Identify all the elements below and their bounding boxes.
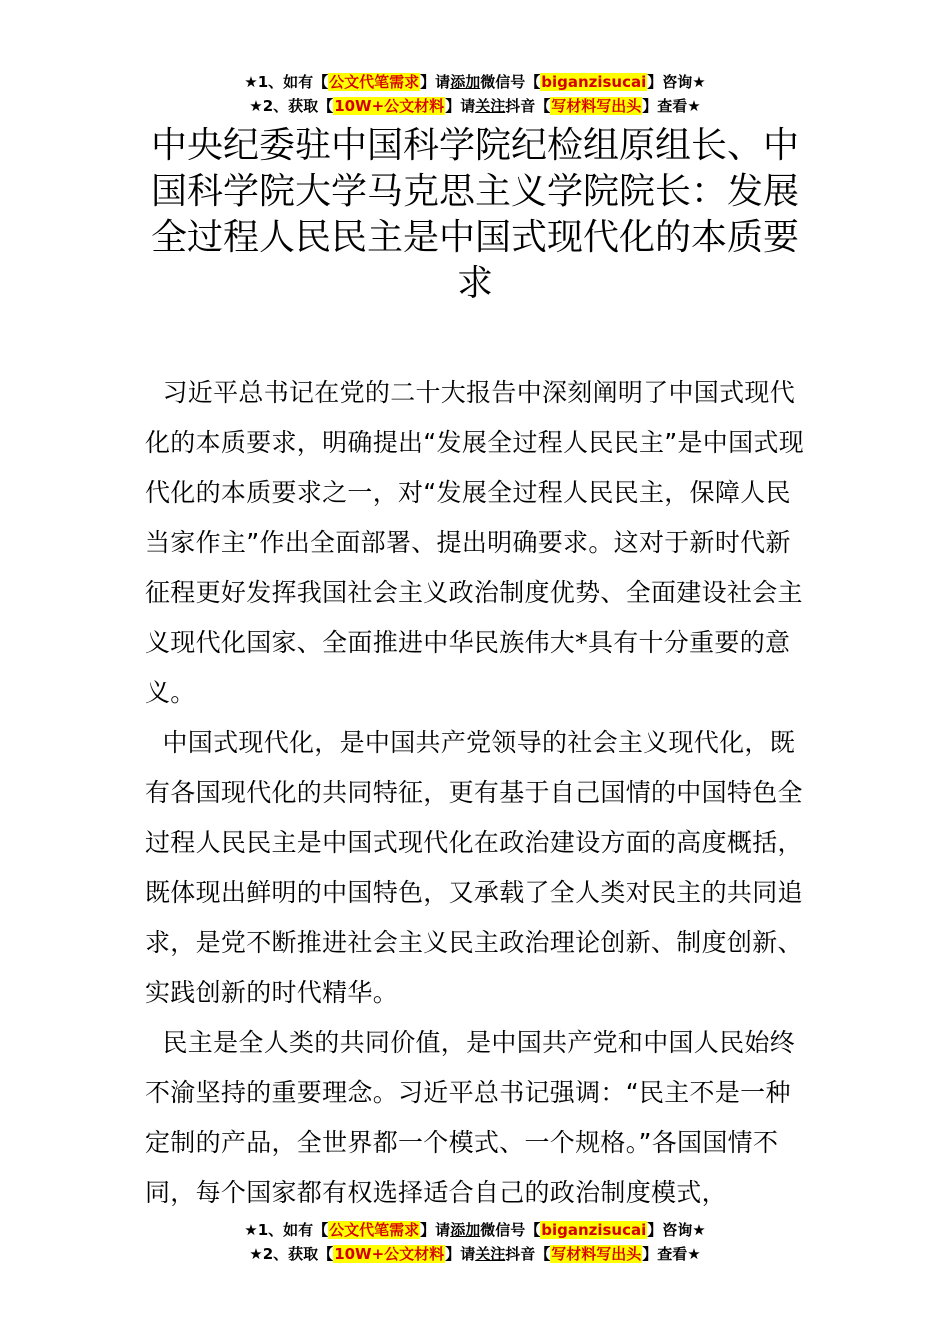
banner-text: 微信号【 xyxy=(480,73,541,91)
banner-highlight: 写材料写出头 xyxy=(551,1245,642,1263)
document-title: 中央纪委驻中国科学院纪检组原组长、中国科学院大学马克思主义学院院长：发展全过程人民民主是中国式现代化的本质要求 xyxy=(150,125,799,304)
banner-text: 】查看★ xyxy=(642,1245,701,1263)
banner-underlined: 添加 xyxy=(450,1221,481,1239)
banner-text: 】请 xyxy=(420,1221,451,1239)
banner-highlight: 公文代笔需求 xyxy=(329,73,420,91)
document-body xyxy=(145,368,809,1218)
paragraph: 习近平总书记在党的二十大报告中深刻阐明了中国式现代化的本质要求，明确提出“发展全过程人民民主”是中国式现代化的本质要求之一，对“发展全过程人民民主，保障人民当家作主”作出全面部署、提出明确要求。这对于新时代新征程更好发挥我国社会主义政治制度优势、全面建设社会主义现代化国家、全面推进中华民族伟大*具有十分重要的意义。 xyxy=(145,378,805,707)
banner-line-2 xyxy=(0,94,950,118)
banner-highlight: 10W+公文材料 xyxy=(334,1245,445,1263)
banner-line-2 xyxy=(0,1242,950,1266)
banner-highlight: 写材料写出头 xyxy=(551,97,642,115)
banner-text: ★2、获取【 xyxy=(249,97,334,115)
banner-text: 抖音【 xyxy=(505,97,551,115)
banner-underlined: 添加 xyxy=(450,73,481,91)
banner-text: 】查看★ xyxy=(642,97,701,115)
banner-highlight: biganzisucai xyxy=(541,1221,647,1239)
banner-text: 】请 xyxy=(445,97,476,115)
footer-banner xyxy=(0,1218,950,1266)
header-banner xyxy=(0,70,950,118)
banner-text: 抖音【 xyxy=(505,1245,551,1263)
banner-line-1 xyxy=(0,1218,950,1242)
banner-text: 】咨询★ xyxy=(647,1221,706,1239)
banner-text: ★1、如有【 xyxy=(244,1221,329,1239)
banner-line-1 xyxy=(0,70,950,94)
banner-highlight: 10W+公文材料 xyxy=(334,97,445,115)
banner-text: 】请 xyxy=(420,73,451,91)
banner-underlined: 关注 xyxy=(475,97,506,115)
banner-text: 】咨询★ xyxy=(647,73,706,91)
banner-underlined: 关注 xyxy=(475,1245,506,1263)
banner-text: 】请 xyxy=(445,1245,476,1263)
paragraph: 中国式现代化，是中国共产党领导的社会主义现代化，既有各国现代化的共同特征，更有基于自己国情的中国特色全过程人民民主是中国式现代化在政治建设方面的高度概括，既体现出鲜明的中国特色，又承载了全人类对民主的共同追求，是党不断推进社会主义民主政治理论创新、制度创新、实践创新的时代精华。 xyxy=(145,728,803,1007)
banner-text: 微信号【 xyxy=(480,1221,541,1239)
paragraph: 民主是全人类的共同价值，是中国共产党和中国人民始终不渝坚持的重要理念。习近平总书记强调：“民主不是一种定制的产品，全世界都一个模式、一个规格。”各国国情不同，每个国家都有权选择适合自己的政治制度模式， xyxy=(145,1028,796,1207)
banner-text: ★2、获取【 xyxy=(249,1245,334,1263)
banner-text: ★1、如有【 xyxy=(244,73,329,91)
banner-highlight: biganzisucai xyxy=(541,73,647,91)
banner-highlight: 公文代笔需求 xyxy=(329,1221,420,1239)
